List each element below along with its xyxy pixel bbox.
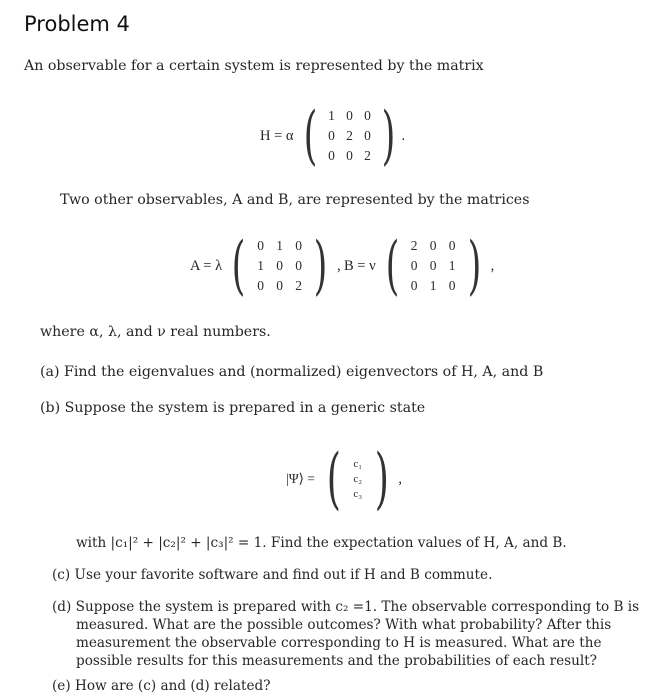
part-c: (c) Use your favorite software and find out if H and B commute. [52, 567, 493, 583]
intro-text: An observable for a certain system is represented by the matrix [24, 58, 484, 74]
matrix-a-entry: 0 [257, 278, 264, 293]
matrix-b-entry: 0 [448, 238, 456, 253]
matrix-b-entry: 1 [448, 258, 456, 273]
state-vector-entry: c₁ [353, 458, 363, 470]
matrix-a [190, 229, 341, 303]
matrix-h-entry: 0 [364, 108, 371, 123]
matrix-b-entry: 0 [410, 258, 418, 273]
matrix-h-entry: 0 [328, 128, 335, 143]
matrix-a-entry: 0 [295, 238, 302, 253]
problem-title: Problem 4 [24, 12, 130, 36]
matrix-b-entries [405, 238, 462, 294]
matrix-a-entry: 0 [276, 258, 283, 273]
matrix-h-entry: 2 [346, 128, 353, 143]
matrix-b-entry: 2 [410, 238, 418, 253]
matrix-a-suffix: , [337, 257, 341, 274]
part-e: (e) How are (c) and (d) related? [52, 678, 271, 694]
matrix-a-entries [251, 238, 308, 294]
matrix-a-entry: 1 [276, 238, 283, 253]
where-text: where α, λ, and ν real numbers. [40, 324, 271, 340]
matrix-h-entry: 0 [346, 108, 353, 123]
left-paren: ( [326, 440, 341, 517]
matrix-b-entry: 0 [410, 278, 418, 293]
right-paren: ) [313, 229, 328, 303]
right-paren: ) [382, 99, 396, 173]
left-paren: ( [303, 99, 317, 173]
matrix-a-entry: 1 [257, 258, 264, 273]
left-paren: ( [385, 229, 400, 303]
matrix-h-entry: 0 [328, 148, 335, 163]
matrix-h-entry: 2 [364, 148, 371, 163]
state-vector-entry: c₃ [353, 488, 363, 500]
matrix-b-entry: 0 [448, 278, 456, 293]
matrix-a-entry: 0 [295, 258, 302, 273]
matrix-b-label: B = ν [344, 257, 376, 274]
two-observables-text: Two other observables, A and B, are represented by the matrices [60, 192, 530, 208]
part-d-text: (d) Suppose the system is prepared with c₂ =1. The observable corresponding to B is measured. What are the possible outcomes? With what probability? After this measurement the observable corresponding to H is measured. What are the possible results for this measurements and the probabilities of each result? [52, 599, 640, 669]
matrix-a-entry: 0 [276, 278, 283, 293]
matrix-b-entry: 0 [429, 238, 437, 253]
part-d [52, 598, 640, 670]
part-a: (a) Find the eigenvalues and (normalized) eigenvectors of H, A, and B [40, 364, 544, 380]
matrix-a-label: A = λ [190, 257, 223, 274]
matrix-h-entries [322, 108, 376, 164]
matrix-h-entry: 0 [346, 148, 353, 163]
state-vector [286, 440, 403, 517]
matrix-h-suffix: . [401, 127, 406, 144]
matrix-b-suffix: , [490, 257, 495, 274]
matrix-h-entry: 0 [364, 128, 371, 143]
state-vector-entries [347, 458, 369, 500]
right-paren: ) [374, 440, 389, 517]
state-vector-label: |Ψ⟩ = [286, 471, 315, 486]
matrix-h-entry: 1 [328, 108, 335, 123]
state-vector-entry: c₂ [353, 473, 363, 485]
part-b: (b) Suppose the system is prepared in a generic state [40, 400, 426, 416]
matrix-b [344, 229, 495, 303]
left-paren: ( [231, 229, 246, 303]
matrix-b-entry: 0 [429, 258, 437, 273]
matrix-a-entry: 2 [295, 278, 302, 293]
right-paren: ) [467, 229, 481, 303]
normalization-text: with |c₁|² + |c₂|² + |c₃|² = 1. Find the expectation values of H, A, and B. [76, 535, 567, 551]
matrix-a-entry: 0 [257, 238, 264, 253]
matrix-h-label: H = α [260, 127, 294, 144]
state-vector-suffix: , [398, 470, 403, 487]
matrix-b-entry: 1 [429, 278, 437, 293]
matrix-h [260, 99, 406, 173]
